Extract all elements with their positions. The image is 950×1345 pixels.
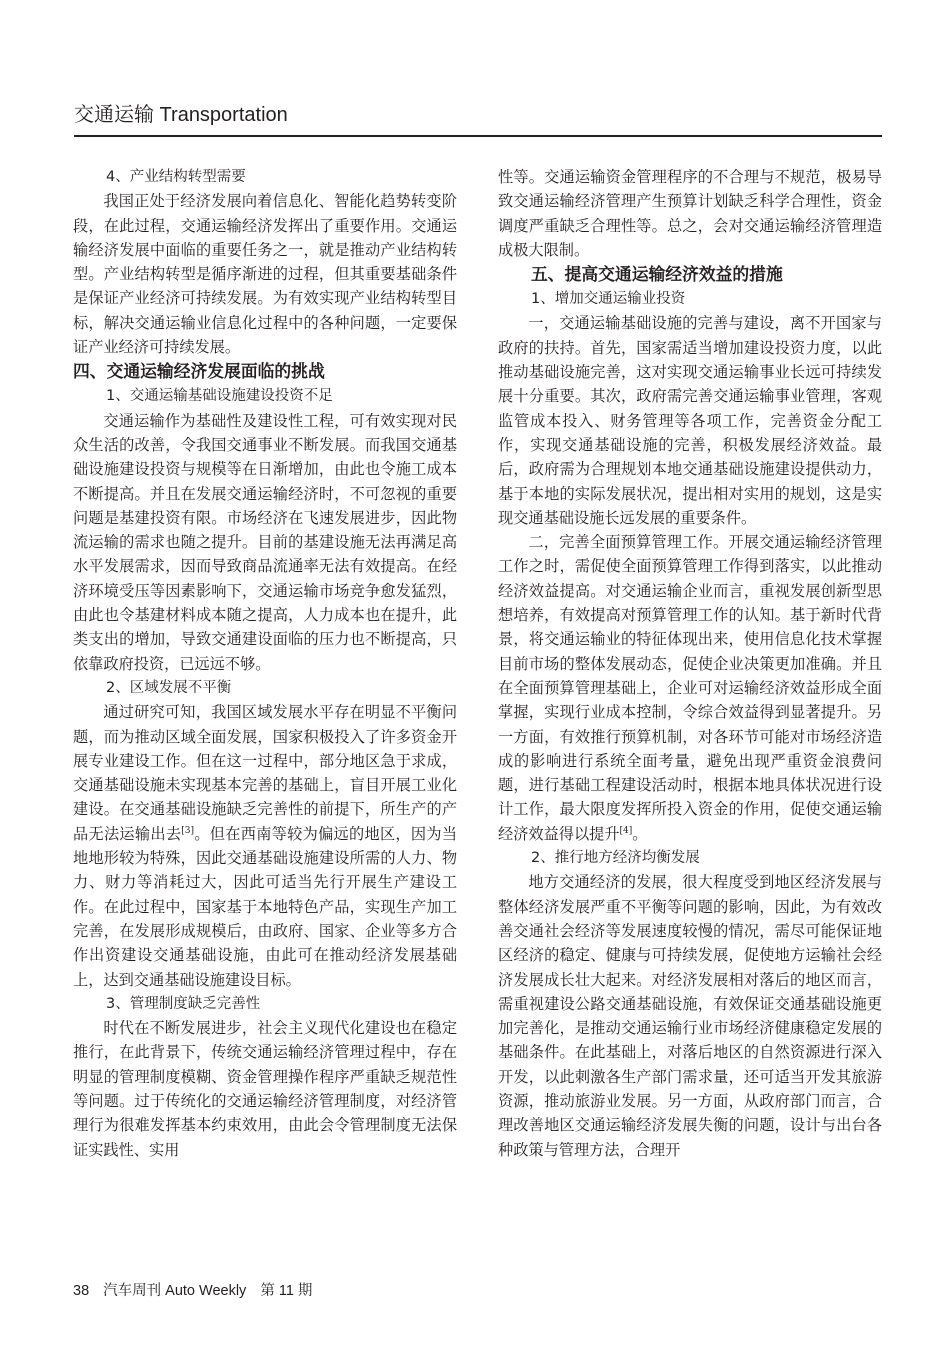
subsection-heading: 1、增加交通运输业投资 bbox=[531, 291, 686, 308]
paragraph: 我国正处于经济发展向着信息化、智能化趋势转变阶段，在此过程，交通运输经济发挥出了重要作用。交通运输经济发展中面临的重要任务之一，就是推动产业结构转型。产业结构转型是循序渐进的过程，但其重要基础条件是保证产业经济可持续发展。为有效实现产业结构转型目标，解决交通运输业信息化过程中的各种问题，一定要保证产业经济可持续发展。 bbox=[73, 192, 457, 357]
paragraph-with-citation bbox=[498, 530, 882, 846]
page-number: 38 bbox=[73, 1283, 90, 1299]
paragraph: 地方交通经济的发展，很大程度受到地区经济发展与整体经济发展严重不平衡等问题的影响，因此，为有效改善交通社会经济等发展速度较慢的情况，需尽可能保证地区经济的稳定、健康与可持续发展，促使地方运输社会经济发展成长壮大起来。对经济发展相对落后的地区而言，需重视建设公路交通基础设施，有效保证交通基础设施更加完善化，是推动交通运输行业市场经济健康稳定发展的基础条件。在此基础上，对落后地区的自然资源进行深入开发，以此刺激各生产部门需求量，还可适当开发其旅游资源，推动旅游业发展。另一方面，从政府部门而言，合理改善地区交通运输经济发展失衡的问题，设计与出台各种政策与管理方法，合理开 bbox=[498, 873, 882, 1159]
citation-marker: [4] bbox=[619, 825, 633, 836]
page-header bbox=[74, 101, 894, 129]
section-heading: 五、提高交通运输经济效益的措施 bbox=[531, 264, 783, 285]
subsection-heading: 1、交通运输基础设施建设投资不足 bbox=[106, 388, 333, 405]
left-column bbox=[73, 165, 457, 1162]
paragraph: 时代在不断发展进步，社会主义现代化建设也在稳定推行，在此背景下，传统交通运输经济管理过程中，存在明显的管理制度模糊、资金管理操作程序严重缺乏规范性等问题。过于传统化的交通运输经济管理制度，对经济管理行为很难发挥基本约束效用，由此会令管理制度无法保证实践性、实用 bbox=[73, 1019, 457, 1159]
subsection-heading: 2、区域发展不平衡 bbox=[106, 679, 232, 696]
paragraph-text: 。但在西南等较为偏远的地区，因为当地地形较为特殊，因此交通基础设施建设所需的人力、物力、财力等消耗过大，因此可适当先行开展生产建设工作。在此过程中，国家基于本地特色产品，实现生产加工完善，在发展形成规模后，由政府、国家、企业等多方合作出资建设交通基础设施，由此可在推动经济发展基础上，达到交通基础设施建设目标。 bbox=[73, 824, 457, 989]
header-divider bbox=[74, 135, 882, 137]
section-title: 交通运输 Transportation bbox=[74, 104, 288, 126]
paragraph-text: 通过研究可知，我国区域发展水平存在明显不平衡问题，而为推动区域全面发展，国家积极投入了许多资金开展专业建设工作。但在这一过程中，部分地区急于求成，交通基础设施未实现基本完善的基础上，盲目开展工业化建设。在交通基础设施缺乏完善性的前提下，所生产的产品无法运输出去 bbox=[73, 703, 457, 843]
paragraph-text: 二，完善全面预算管理工作。开展交通运输经济管理工作之时，需促使全面预算管理工作得到落实，以此推动经济效益提高。对交通运输企业而言，重视发展创新型思想培养，有效提高对预算管理工作的认知。基于新时代背景，将交通运输业的特征体现出来，使用信息化技术掌握目前市场的整体发展动态，促使企业决策更加准确。并且在全面预算管理基础上，企业可对运输经济效益形成全面掌握，实现行业成本控制，令综合效益得到显著提升。另一方面，有效推行预算机制，对各环节可能对市场经济造成的影响进行系统全面考量，避免出现严重资金浪费问题，进行基础工程建设活动时，根据本地具体状况进行设计工作，最大限度发挥所投入资金的作用，促使交通运输经济效益得以提升 bbox=[498, 533, 882, 843]
citation-marker: [3] bbox=[181, 825, 195, 836]
paragraph: 交通运输作为基础性及建设性工程，可有效实现对民众生活的改善，令我国交通事业不断发展。而我国交通基础设施建设投资与规模等在日渐增加，由此也令施工成本不断提高。并且在发展交通运输经济时，不可忽视的重要问题是基建投资有限。市场经济在飞速发展进步，因此物流运输的需求也随之提升。目前的基建设施无法再满足高水平发展需求，因而导致商品流通率无法有效提高。在经济环境受压等因素影响下，交通运输市场竞争愈发猛烈，由此也令基建材料成本随之提高，人力成本也在提升，此类支出的增加，导致交通建设面临的压力也不断提高，只依靠政府投资，已远远不够。 bbox=[73, 411, 457, 673]
issue-number: 第 11 期 bbox=[260, 1283, 313, 1299]
section-heading: 四、交通运输经济发展面临的挑战 bbox=[73, 361, 325, 382]
page-footer bbox=[73, 1280, 326, 1302]
subsection-heading: 2、推行地方经济均衡发展 bbox=[531, 850, 700, 867]
paragraph-text: 。 bbox=[632, 824, 648, 843]
subsection-heading: 4、产业结构转型需要 bbox=[106, 169, 246, 185]
paragraph: 一，交通运输基础设施的完善与建设，离不开国家与政府的扶持。首先，国家需适当增加建设投资力度，以此推动基础设施完善，这对实现交通运输事业长远可持续发展十分重要。其次，政府需完善交通运输事业管理，客观监管成本投入、财务管理等各项工作，完善资金分配工作，实现交通基础设施的完善，积极发展经济效益。最后，政府需为合理规划本地交通基础设施建设提供动力，基于本地的实际发展状况，提出相对实用的规划，这是实现交通基础设施长远发展的重要条件。 bbox=[498, 314, 882, 527]
right-column bbox=[498, 165, 882, 1162]
journal-name: 汽车周刊 Auto Weekly bbox=[103, 1283, 247, 1299]
subsection-heading: 3、管理制度缺乏完善性 bbox=[106, 995, 261, 1012]
paragraph-with-citation bbox=[73, 700, 457, 992]
paragraph-continued: 性等。交通运输资金管理程序的不合理与不规范，极易导致交通运输经济管理产生预算计划缺乏科学合理性，资金调度严重缺乏合理性等。总之，会对交通运输经济管理造成极大限制。 bbox=[498, 168, 882, 259]
